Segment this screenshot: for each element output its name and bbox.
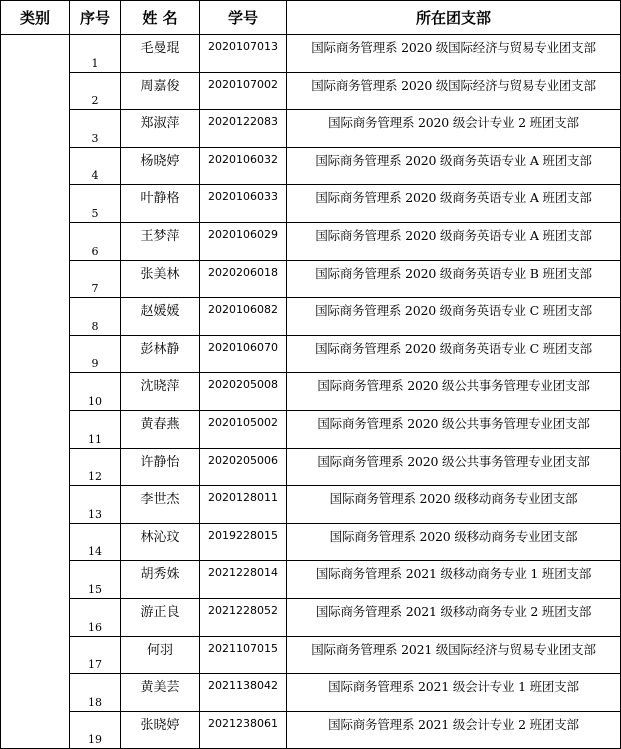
header-seq: 序号 [70,1,121,35]
sid-cell: 2020122083 [200,110,287,148]
seq-cell: 11 [70,410,121,448]
sid-cell: 2020107002 [200,72,287,110]
seq-cell: 17 [70,636,121,674]
name-cell: 赵媛媛 [121,298,200,336]
branch-cell: 国际商务管理系 2020 级商务英语专业 C 班团支部 [287,335,621,373]
name-cell: 郑淑萍 [121,110,200,148]
table-row [1,72,621,110]
table-row [1,222,621,260]
name-cell: 黄春燕 [121,410,200,448]
table-row [1,185,621,223]
seq-cell: 18 [70,674,121,712]
name-cell: 黄美芸 [121,674,200,712]
sid-cell: 2019228015 [200,523,287,561]
sid-cell: 2021238061 [200,711,287,749]
table-row [1,410,621,448]
name-cell: 李世杰 [121,486,200,524]
table-row [1,561,621,599]
table-row [1,298,621,336]
sid-cell: 2020106070 [200,335,287,373]
table-row [1,598,621,636]
table-row [1,260,621,298]
seq-cell: 15 [70,561,121,599]
name-cell: 张晓婷 [121,711,200,749]
name-cell: 王梦萍 [121,222,200,260]
branch-cell: 国际商务管理系 2020 级公共事务管理专业团支部 [287,410,621,448]
seq-cell: 10 [70,373,121,411]
branch-cell: 国际商务管理系 2020 级公共事务管理专业团支部 [287,448,621,486]
sid-cell: 2020105002 [200,410,287,448]
table-row [1,711,621,749]
branch-cell: 国际商务管理系 2020 级国际经济与贸易专业团支部 [287,35,621,73]
sid-cell: 2020106029 [200,222,287,260]
table-row [1,448,621,486]
table-row [1,486,621,524]
branch-cell: 国际商务管理系 2021 级会计专业 1 班团支部 [287,674,621,712]
seq-cell: 1 [70,35,121,73]
seq-cell: 14 [70,523,121,561]
header-name: 姓 名 [121,1,200,35]
name-cell: 张美林 [121,260,200,298]
branch-cell: 国际商务管理系 2020 级商务英语专业 A 班团支部 [287,185,621,223]
name-cell: 胡秀姝 [121,561,200,599]
sid-cell: 2020106033 [200,185,287,223]
seq-cell: 5 [70,185,121,223]
branch-cell: 国际商务管理系 2021 级国际经济与贸易专业团支部 [287,636,621,674]
branch-cell: 国际商务管理系 2020 级国际经济与贸易专业团支部 [287,72,621,110]
table-row [1,110,621,148]
table-row [1,335,621,373]
sid-cell: 2021228052 [200,598,287,636]
sid-cell: 2020107013 [200,35,287,73]
header-row [1,1,621,35]
name-cell: 游正良 [121,598,200,636]
seq-cell: 8 [70,298,121,336]
table-row [1,674,621,712]
table-row [1,147,621,185]
sid-cell: 2020205006 [200,448,287,486]
name-cell: 沈晓萍 [121,373,200,411]
header-branch: 所在团支部 [287,1,621,35]
category-cell [1,35,70,749]
name-cell: 彭林静 [121,335,200,373]
branch-cell: 国际商务管理系 2020 级移动商务专业团支部 [287,523,621,561]
sid-cell: 2020106032 [200,147,287,185]
branch-cell: 国际商务管理系 2020 级商务英语专业 B 班团支部 [287,260,621,298]
branch-cell: 国际商务管理系 2020 级移动商务专业团支部 [287,486,621,524]
branch-cell: 国际商务管理系 2021 级会计专业 2 班团支部 [287,711,621,749]
branch-cell: 国际商务管理系 2021 级移动商务专业 1 班团支部 [287,561,621,599]
sid-cell: 2020128011 [200,486,287,524]
branch-cell: 国际商务管理系 2020 级会计专业 2 班团支部 [287,110,621,148]
seq-cell: 12 [70,448,121,486]
seq-cell: 9 [70,335,121,373]
header-student-id: 学号 [200,1,287,35]
name-cell: 林沁玟 [121,523,200,561]
name-cell: 毛曼琨 [121,35,200,73]
header-category: 类别 [1,1,70,35]
seq-cell: 16 [70,598,121,636]
seq-cell: 2 [70,72,121,110]
sid-cell: 2021228014 [200,561,287,599]
name-cell: 何羽 [121,636,200,674]
branch-cell: 国际商务管理系 2021 级移动商务专业 2 班团支部 [287,598,621,636]
name-cell: 周嘉俊 [121,72,200,110]
branch-cell: 国际商务管理系 2020 级商务英语专业 C 班团支部 [287,298,621,336]
sid-cell: 2020205008 [200,373,287,411]
sid-cell: 2020106082 [200,298,287,336]
seq-cell: 3 [70,110,121,148]
seq-cell: 4 [70,147,121,185]
seq-cell: 6 [70,222,121,260]
seq-cell: 7 [70,260,121,298]
name-cell: 杨晓婷 [121,147,200,185]
sid-cell: 2021107015 [200,636,287,674]
roster-body [1,35,621,749]
table-row [1,373,621,411]
sid-cell: 2020206018 [200,260,287,298]
name-cell: 许静怡 [121,448,200,486]
sid-cell: 2021138042 [200,674,287,712]
table-row [1,523,621,561]
branch-cell: 国际商务管理系 2020 级商务英语专业 A 班团支部 [287,222,621,260]
seq-cell: 13 [70,486,121,524]
name-cell: 叶静格 [121,185,200,223]
table-row [1,35,621,73]
branch-cell: 国际商务管理系 2020 级公共事务管理专业团支部 [287,373,621,411]
branch-cell: 国际商务管理系 2020 级商务英语专业 A 班团支部 [287,147,621,185]
seq-cell: 19 [70,711,121,749]
